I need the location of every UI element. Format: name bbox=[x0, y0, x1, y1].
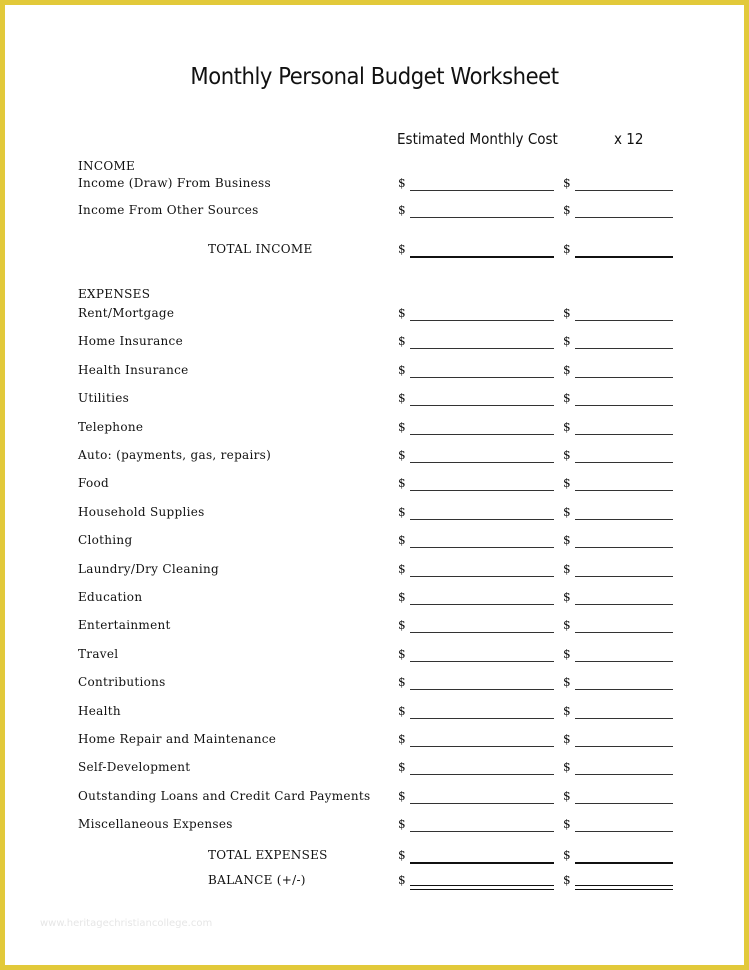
expense-label: Food bbox=[78, 476, 110, 491]
annual-cost-field[interactable] bbox=[575, 377, 673, 378]
total-income-monthly-field[interactable] bbox=[410, 256, 554, 258]
monthly-cost-field[interactable] bbox=[410, 576, 554, 577]
income-row bbox=[0, 176, 749, 194]
annual-cost-field[interactable] bbox=[575, 547, 673, 548]
total-expenses-annual-field[interactable] bbox=[575, 862, 673, 864]
monthly-cost-field[interactable] bbox=[410, 604, 554, 605]
dollar-sign: $ bbox=[398, 362, 406, 377]
annual-cost-field[interactable] bbox=[575, 803, 673, 804]
dollar-sign: $ bbox=[563, 362, 571, 377]
expense-row bbox=[0, 306, 749, 324]
total-income-row bbox=[0, 242, 749, 260]
dollar-sign: $ bbox=[398, 788, 406, 803]
dollar-sign: $ bbox=[398, 306, 406, 320]
balance-label: BALANCE (+/-) bbox=[208, 873, 306, 887]
expense-row bbox=[0, 391, 749, 409]
expense-row bbox=[0, 476, 749, 494]
dollar-sign: $ bbox=[398, 590, 406, 604]
dollar-sign: $ bbox=[398, 448, 406, 462]
annual-cost-field[interactable] bbox=[575, 689, 673, 690]
annual-cost-field[interactable] bbox=[575, 519, 673, 520]
total-expenses-row bbox=[0, 848, 749, 866]
dollar-sign: $ bbox=[398, 419, 406, 434]
dollar-sign: $ bbox=[563, 817, 571, 832]
dollar-sign: $ bbox=[398, 703, 406, 718]
monthly-cost-field[interactable] bbox=[410, 689, 554, 690]
monthly-cost-field[interactable] bbox=[410, 217, 554, 218]
monthly-cost-field[interactable] bbox=[410, 190, 554, 191]
dollar-sign: $ bbox=[398, 732, 406, 746]
annual-cost-field[interactable] bbox=[575, 320, 673, 321]
expense-row bbox=[0, 647, 749, 665]
dollar-sign: $ bbox=[563, 391, 571, 406]
expense-label: Home Repair and Maintenance bbox=[78, 732, 277, 746]
dollar-sign: $ bbox=[563, 504, 571, 519]
page-title: Monthly Personal Budget Worksheet bbox=[190, 64, 559, 90]
expense-label: Entertainment bbox=[78, 618, 171, 633]
annual-cost-field[interactable] bbox=[575, 405, 673, 406]
total-income-annual-field[interactable] bbox=[575, 256, 673, 258]
dollar-sign: $ bbox=[398, 873, 406, 887]
annual-cost-field[interactable] bbox=[575, 746, 673, 747]
expense-row bbox=[0, 448, 749, 466]
balance-annual-field[interactable] bbox=[575, 885, 673, 890]
monthly-cost-field[interactable] bbox=[410, 746, 554, 747]
expense-row bbox=[0, 675, 749, 693]
monthly-cost-field[interactable] bbox=[410, 405, 554, 406]
watermark: www.heritagechristiancollege.com bbox=[40, 918, 213, 929]
expense-label: Outstanding Loans and Credit Card Payments bbox=[78, 788, 371, 803]
expense-row bbox=[0, 817, 749, 835]
dollar-sign: $ bbox=[563, 590, 571, 604]
total-expenses-label: TOTAL EXPENSES bbox=[208, 848, 328, 862]
expense-row bbox=[0, 334, 749, 352]
expense-label: Home Insurance bbox=[78, 334, 183, 349]
expense-row bbox=[0, 363, 749, 381]
monthly-cost-field[interactable] bbox=[410, 462, 554, 463]
dollar-sign: $ bbox=[398, 504, 406, 519]
dollar-sign: $ bbox=[563, 448, 571, 462]
dollar-sign: $ bbox=[563, 242, 571, 256]
expense-row bbox=[0, 760, 749, 778]
dollar-sign: $ bbox=[563, 675, 571, 690]
expense-row bbox=[0, 789, 749, 807]
expense-label: Miscellaneous Expenses bbox=[78, 817, 233, 832]
dollar-sign: $ bbox=[563, 788, 571, 803]
dollar-sign: $ bbox=[563, 848, 571, 862]
total-expenses-monthly-field[interactable] bbox=[410, 862, 554, 864]
total-income-label: TOTAL INCOME bbox=[208, 242, 313, 256]
monthly-cost-field[interactable] bbox=[410, 774, 554, 775]
expense-row bbox=[0, 704, 749, 722]
expense-row bbox=[0, 590, 749, 608]
expense-label: Clothing bbox=[78, 533, 133, 548]
dollar-sign: $ bbox=[563, 176, 571, 190]
dollar-sign: $ bbox=[398, 334, 406, 349]
income-row bbox=[0, 203, 749, 221]
dollar-sign: $ bbox=[398, 646, 406, 661]
expense-row bbox=[0, 618, 749, 636]
monthly-cost-field[interactable] bbox=[410, 519, 554, 520]
annual-cost-field[interactable] bbox=[575, 774, 673, 775]
dollar-sign: $ bbox=[563, 476, 571, 491]
income-label: Income (Draw) From Business bbox=[78, 176, 271, 190]
expense-label: Contributions bbox=[78, 675, 166, 690]
annual-cost-field[interactable] bbox=[575, 604, 673, 605]
dollar-sign: $ bbox=[563, 203, 571, 217]
monthly-cost-field[interactable] bbox=[410, 718, 554, 719]
dollar-sign: $ bbox=[563, 703, 571, 718]
dollar-sign: $ bbox=[563, 306, 571, 320]
monthly-cost-field[interactable] bbox=[410, 547, 554, 548]
expense-row bbox=[0, 420, 749, 438]
expense-label: Rent/Mortgage bbox=[78, 306, 175, 320]
dollar-sign: $ bbox=[398, 391, 406, 406]
dollar-sign: $ bbox=[563, 618, 571, 633]
annual-cost-field[interactable] bbox=[575, 434, 673, 435]
monthly-cost-field[interactable] bbox=[410, 434, 554, 435]
annual-cost-field[interactable] bbox=[575, 190, 673, 191]
expense-label: Travel bbox=[78, 646, 119, 661]
annual-cost-field[interactable] bbox=[575, 831, 673, 832]
dollar-sign: $ bbox=[563, 646, 571, 661]
dollar-sign: $ bbox=[563, 760, 571, 775]
expenses-section-header: EXPENSES bbox=[78, 287, 151, 301]
expense-label: Telephone bbox=[78, 419, 144, 434]
annual-cost-field[interactable] bbox=[575, 462, 673, 463]
expense-row bbox=[0, 732, 749, 750]
dollar-sign: $ bbox=[398, 561, 406, 576]
expense-row bbox=[0, 505, 749, 523]
dollar-sign: $ bbox=[398, 476, 406, 491]
annual-cost-field[interactable] bbox=[575, 661, 673, 662]
dollar-sign: $ bbox=[398, 817, 406, 832]
dollar-sign: $ bbox=[563, 533, 571, 548]
expense-label: Household Supplies bbox=[78, 504, 205, 519]
dollar-sign: $ bbox=[563, 561, 571, 576]
annual-cost-field[interactable] bbox=[575, 217, 673, 218]
expense-label: Utilities bbox=[78, 391, 130, 406]
dollar-sign: $ bbox=[398, 848, 406, 862]
expense-row bbox=[0, 562, 749, 580]
monthly-cost-field[interactable] bbox=[410, 803, 554, 804]
annual-cost-field[interactable] bbox=[575, 632, 673, 633]
monthly-cost-field[interactable] bbox=[410, 348, 554, 349]
monthly-cost-field[interactable] bbox=[410, 661, 554, 662]
balance-monthly-field[interactable] bbox=[410, 885, 554, 890]
balance-row bbox=[0, 873, 749, 891]
income-label: Income From Other Sources bbox=[78, 203, 259, 217]
expense-label: Health Insurance bbox=[78, 362, 189, 377]
dollar-sign: $ bbox=[398, 760, 406, 775]
x12-header: x 12 bbox=[614, 130, 644, 148]
monthly-cost-field[interactable] bbox=[410, 377, 554, 378]
dollar-sign: $ bbox=[563, 419, 571, 434]
expense-row bbox=[0, 533, 749, 551]
dollar-sign: $ bbox=[398, 242, 406, 256]
estimated-monthly-cost-header: Estimated Monthly Cost bbox=[397, 130, 558, 148]
monthly-cost-field[interactable] bbox=[410, 320, 554, 321]
expense-label: Education bbox=[78, 590, 143, 604]
expense-label: Laundry/Dry Cleaning bbox=[78, 561, 220, 576]
expense-label: Health bbox=[78, 703, 121, 718]
dollar-sign: $ bbox=[398, 618, 406, 633]
monthly-cost-field[interactable] bbox=[410, 632, 554, 633]
monthly-cost-field[interactable] bbox=[410, 831, 554, 832]
income-section-header: INCOME bbox=[78, 159, 136, 173]
expense-label: Auto: (payments, gas, repairs) bbox=[78, 448, 272, 462]
annual-cost-field[interactable] bbox=[575, 576, 673, 577]
dollar-sign: $ bbox=[398, 203, 406, 217]
monthly-cost-field[interactable] bbox=[410, 490, 554, 491]
dollar-sign: $ bbox=[398, 176, 406, 190]
annual-cost-field[interactable] bbox=[575, 348, 673, 349]
expense-label: Self-Development bbox=[78, 760, 191, 775]
dollar-sign: $ bbox=[563, 334, 571, 349]
annual-cost-field[interactable] bbox=[575, 490, 673, 491]
dollar-sign: $ bbox=[398, 675, 406, 690]
dollar-sign: $ bbox=[563, 732, 571, 746]
dollar-sign: $ bbox=[563, 873, 571, 887]
annual-cost-field[interactable] bbox=[575, 718, 673, 719]
dollar-sign: $ bbox=[398, 533, 406, 548]
